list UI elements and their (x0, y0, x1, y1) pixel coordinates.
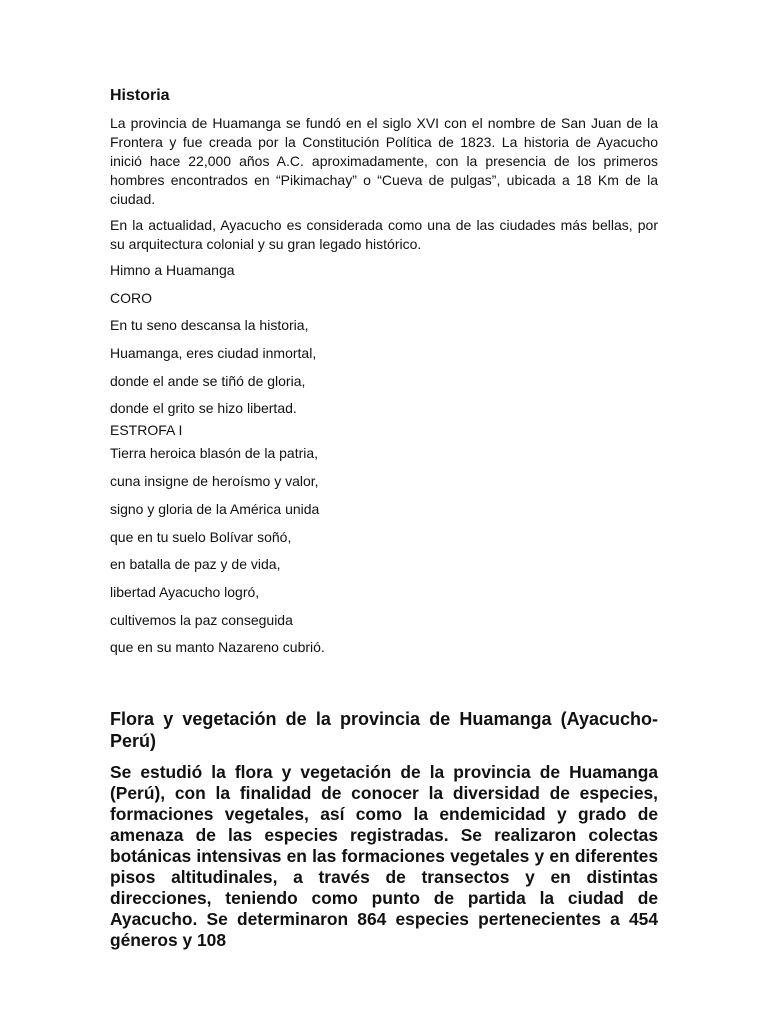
poem-line: cuna insigne de heroísmo y valor, (110, 473, 319, 490)
poem-line: En tu seno descansa la historia, (110, 317, 309, 334)
himno-poem (110, 261, 658, 657)
poem-line: que en tu suelo Bolívar soñó, (110, 528, 292, 545)
poem-line: cultivemos la paz conseguida (110, 611, 293, 628)
historia-heading: Historia (110, 87, 170, 104)
historia-paragraph-2: En la actualidad, Ayacucho es considerada como una de las ciudades más bellas, por su arquitectura colonial y su gran legado histórico. (110, 217, 658, 252)
poem-line: CORO (110, 289, 152, 306)
poem-line: Huamanga, eres ciudad inmortal, (110, 345, 317, 362)
poem-line: ESTROFA I (110, 422, 183, 439)
poem-line: donde el grito se hizo libertad. (110, 400, 297, 417)
historia-section (110, 86, 658, 666)
flora-paragraph: Se estudió la flora y vegetación de la provincia de Huamanga (Perú), con la finalidad de conocer la diversidad de especies, formaciones vegetales, así como la endemicidad y grado de amenaza de las especies registradas. Se realizaron colectas botánicas intensivas en las formaciones vegetales y en diferentes pisos altitudinales, a través de transectos y en distintas direcciones, teniendo como punto de partida la ciudad de Ayacucho. Se determinaron 864 especies pertenecientes a 454 géneros y 108 (110, 762, 658, 950)
flora-heading: Flora y vegetación de la provincia de Huamanga (Ayacucho-Perú) (110, 709, 658, 751)
poem-line: Himno a Huamanga (110, 262, 235, 278)
poem-line: Tierra heroica blasón de la patria, (110, 445, 319, 462)
poem-line: donde el ande se tiñó de gloria, (110, 372, 306, 389)
poem-line: que en su manto Nazareno cubrió. (110, 639, 325, 656)
flora-section (110, 708, 658, 951)
poem-line: signo y gloria de la América unida (110, 500, 320, 517)
poem-line: en batalla de paz y de vida, (110, 556, 281, 573)
historia-paragraph-1: La provincia de Huamanga se fundó en el siglo XVI con el nombre de San Juan de la Frontera y fue creada por la Constitución Política de 1823. La historia de Ayacucho inició hace 22,000 años A.C. aproximadamente, con la presencia de los primeros hombres encontrados en “Pikimachay” o “Cueva de pulgas”, ubicada a 18 Km de la ciudad. (110, 115, 658, 207)
poem-line: libertad Ayacucho logró, (110, 583, 260, 600)
